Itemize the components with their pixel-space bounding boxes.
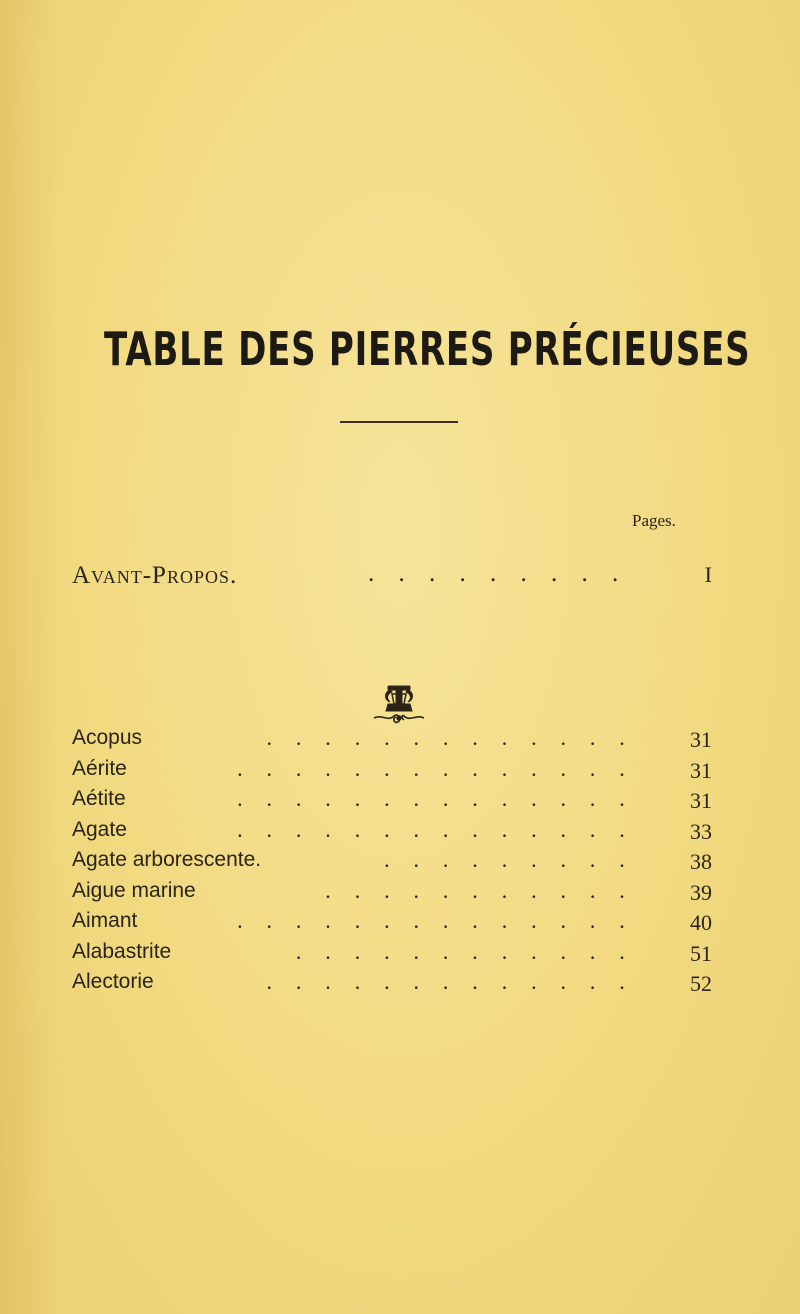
front-matter-leader-dots: . . . . . . . . . <box>368 560 628 587</box>
page-title: TABLE DES PIERRES PRÉCIEUSES <box>104 322 751 376</box>
toc-leader-dots: . . . . . . . . . . . . <box>295 938 634 964</box>
title-rule <box>340 421 458 423</box>
toc-entry <box>72 879 712 910</box>
toc-entry-page: 51 <box>690 940 712 966</box>
toc-list <box>72 726 712 1001</box>
toc-entry <box>72 818 712 849</box>
toc-leader-dots: . . . . . . . . . . . <box>325 877 634 903</box>
toc-entry-page: 33 <box>690 818 712 844</box>
toc-leader-dots: . . . . . . . . . . . . . . <box>237 908 634 933</box>
toc-entry-name: Aigue marine <box>72 878 196 902</box>
toc-entry-name: Agate <box>72 817 127 841</box>
toc-entry <box>72 848 712 879</box>
toc-entry-page: 52 <box>690 971 712 996</box>
pages-column-label: Pages. <box>632 511 676 530</box>
toc-entry <box>72 940 712 971</box>
toc-entry-name: Aérite <box>72 756 127 780</box>
toc-leader-dots: . . . . . . . . . . . . . <box>266 969 634 994</box>
toc-entry <box>72 787 712 818</box>
toc-leader-dots: . . . . . . . . . . . . . . <box>237 816 634 842</box>
toc-entry-page: 40 <box>690 910 712 935</box>
toc-leader-dots: . . . . . . . . . . . . . . <box>237 786 634 811</box>
front-matter-entry <box>72 562 712 594</box>
toc-entry-name: Agate arborescente. <box>72 848 262 871</box>
toc-entry-name: Acopus <box>72 726 143 749</box>
toc-entry-name: Aimant <box>72 909 138 932</box>
toc-entry <box>72 726 712 757</box>
toc-entry <box>72 970 712 1001</box>
toc-entry-name: Alectorie <box>72 970 154 993</box>
toc-entry-page: 31 <box>690 757 712 783</box>
toc-entry-name: Aétite <box>72 787 126 810</box>
front-matter-page-number: I <box>704 562 712 587</box>
front-matter-label: Avant-Propos. <box>72 562 238 589</box>
toc-entry-page: 39 <box>690 879 712 905</box>
toc-leader-dots: . . . . . . . . . <box>384 847 634 872</box>
toc-leader-dots: . . . . . . . . . . . . . . <box>237 755 634 781</box>
toc-entry <box>72 757 712 788</box>
toc-entry-name: Alabastrite <box>72 939 172 963</box>
toc-entry-page: 31 <box>690 788 712 813</box>
toc-entry-page: 38 <box>690 849 712 874</box>
toc-entry-page: 31 <box>690 727 712 752</box>
toc-entry <box>72 909 712 940</box>
fleuron-ornament-icon <box>368 684 430 726</box>
toc-leader-dots: . . . . . . . . . . . . . <box>266 725 634 750</box>
